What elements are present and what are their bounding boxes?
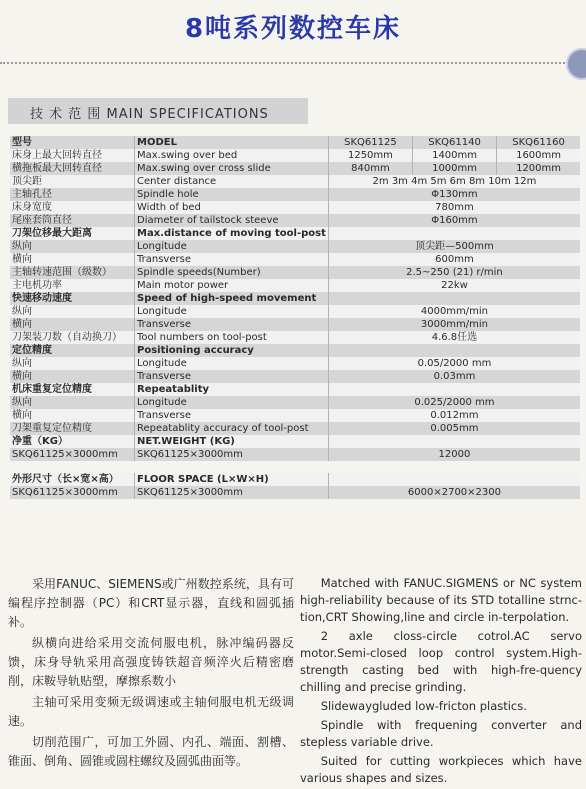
- spec-row: [10, 305, 580, 318]
- spacer-cell: [10, 461, 580, 473]
- spec-value: [328, 383, 580, 396]
- spec-label-cn: 横向: [10, 253, 135, 266]
- spec-label-en: SKQ61125×3000mm: [135, 486, 329, 499]
- spec-label-en: Center distance: [135, 175, 329, 188]
- description-paragraph: Spindle with frequening converter and stepless variable drive.: [300, 718, 582, 749]
- spec-label-en: Repeatablity accuracy of tool-post: [135, 422, 329, 435]
- description-paragraph: Slidewaygluded low-fricton plastics.: [320, 699, 527, 713]
- spec-value: [328, 227, 580, 240]
- spec-label-en: Positioning accuracy: [135, 344, 329, 357]
- spec-label-en: FLOOR SPACE (L×W×H): [135, 473, 329, 486]
- spec-value: 3000mm/min: [328, 318, 580, 331]
- description-paragraph: Suited for cutting workpieces which have various shapes and sizes.: [300, 754, 582, 785]
- spec-value: SKQ61160: [497, 136, 580, 149]
- spec-value: [328, 435, 580, 448]
- spec-label-cn: 纵向: [10, 305, 135, 318]
- spec-value: 600mm: [328, 253, 580, 266]
- page-title: 8吨系列数控车床: [184, 14, 402, 44]
- spec-row: [10, 486, 580, 499]
- description-paragraph: 切削范围广，可加工外圆、内孔、端面、割槽、锥面、倒角、圆锥或圆柱螺纹及圆弧曲面等。: [8, 735, 294, 768]
- spec-label-en: Speed of high-speed movement: [135, 292, 329, 305]
- spec-value: 2.5~250 (21) r/min: [328, 266, 580, 279]
- spec-value: [328, 473, 580, 486]
- spec-row: [10, 292, 580, 305]
- spec-label-cn: 顶尖距: [10, 175, 135, 188]
- spec-label-cn: 主轴孔径: [10, 188, 135, 201]
- spec-label-cn: 定位精度: [10, 344, 135, 357]
- spec-row: [10, 370, 580, 383]
- spec-label-en: Max.swing over bed: [135, 149, 329, 162]
- spec-label-cn: SKQ61125×3000mm: [10, 486, 135, 499]
- spec-label-cn: 纵向: [10, 396, 135, 409]
- spec-label-en: Max.distance of moving tool-post: [135, 227, 329, 240]
- spec-row: [10, 383, 580, 396]
- spec-row: [10, 448, 580, 461]
- spec-row: [10, 201, 580, 214]
- spec-row: [10, 188, 580, 201]
- spec-value: 6000×2700×2300: [328, 486, 580, 499]
- spec-label-cn: 横向: [10, 409, 135, 422]
- spec-row: [10, 331, 580, 344]
- spec-label-en: Main motor power: [135, 279, 329, 292]
- spec-value: 顶尖距—500mm: [328, 240, 580, 253]
- description-paragraph: 采用FANUC、SIEMENS或广州数控系统，具有可编程序控制器（PC）和CRT显示器，直线和圆弧插补。: [8, 577, 294, 629]
- spec-value: SKQ61140: [413, 136, 497, 149]
- spec-row: [10, 396, 580, 409]
- spec-value: [328, 344, 580, 357]
- spec-label-en: Longitude: [135, 305, 329, 318]
- spec-label-en: Width of bed: [135, 201, 329, 214]
- spec-label-en: Transverse: [135, 253, 329, 266]
- spec-label-en: Longitude: [135, 240, 329, 253]
- spec-label-en: Transverse: [135, 318, 329, 331]
- spec-label-cn: 床身宽度: [10, 201, 135, 214]
- spec-row: [10, 279, 580, 292]
- spec-label-cn: 外形尺寸（长×宽×高）: [10, 473, 135, 486]
- spec-label-cn: 刀架位移最大距离: [10, 227, 135, 240]
- spec-label-cn: 型号: [10, 136, 135, 149]
- spec-row: [10, 253, 580, 266]
- spec-label-en: Longitude: [135, 357, 329, 370]
- spec-label-en: Transverse: [135, 370, 329, 383]
- spec-label-en: Tool numbers on tool-post: [135, 331, 329, 344]
- spec-row: [10, 240, 580, 253]
- spec-label-cn: SKQ61125×3000mm: [10, 448, 135, 461]
- spec-label-en: MODEL: [135, 136, 329, 149]
- spec-label-en: Repeatablity: [135, 383, 329, 396]
- section-header: [8, 98, 308, 124]
- spec-value: 12000: [328, 448, 580, 461]
- page-marker-circle: [566, 48, 586, 80]
- spec-value: 0.025/2000 mm: [328, 396, 580, 409]
- spec-value: 0.005mm: [328, 422, 580, 435]
- spec-row: [10, 435, 580, 448]
- section-title: 技 术 范 围 MAIN SPECIFICATIONS: [30, 107, 269, 122]
- spec-value: 2m 3m 4m 5m 6m 8m 10m 12m: [328, 175, 580, 188]
- spec-row: [10, 227, 580, 240]
- spec-label-cn: 床身上最大回转直径: [10, 149, 135, 162]
- description-english: [300, 575, 582, 789]
- description-paragraph: 2 axle closs-circle cotrol.AC servo motor.Semi-closed loop control system.High-strength casting bed with high-fre-quency chilling and precise grinding.: [300, 629, 582, 694]
- spec-row: [10, 473, 580, 486]
- spec-value: 0.03mm: [328, 370, 580, 383]
- spec-label-en: Longitude: [135, 396, 329, 409]
- spec-value: 1250mm: [328, 149, 412, 162]
- spec-label-en: Spindle speeds(Number): [135, 266, 329, 279]
- spec-row: [10, 357, 580, 370]
- spec-row: [10, 214, 580, 227]
- description-chinese: [8, 575, 294, 773]
- spec-label-cn: 主电机功率: [10, 279, 135, 292]
- spec-label-cn: 纵向: [10, 240, 135, 253]
- spec-row: [10, 318, 580, 331]
- spec-row: [10, 344, 580, 357]
- spec-row: [10, 149, 580, 162]
- spec-value: 4000mm/min: [328, 305, 580, 318]
- spec-label-cn: 刀架装刀数（自动换刀）: [10, 331, 135, 344]
- spec-label-cn: 主轴转速范围（级数）: [10, 266, 135, 279]
- spec-value: 1000mm: [413, 162, 497, 175]
- spec-value: 4.6.8任选: [328, 331, 580, 344]
- spec-label-cn: 净重（KG）: [10, 435, 135, 448]
- spec-value: [328, 292, 580, 305]
- spec-value: Φ130mm: [328, 188, 580, 201]
- spec-label-en: Max.swing over cross slide: [135, 162, 329, 175]
- spec-label-cn: 尾座套筒直径: [10, 214, 135, 227]
- spec-label-en: Transverse: [135, 409, 329, 422]
- spec-value: 22kw: [328, 279, 580, 292]
- spec-value: 0.05/2000 mm: [328, 357, 580, 370]
- spec-row: [10, 162, 580, 175]
- description-paragraph: 主轴可采用变频无级调速或主轴伺服电机无级调速。: [8, 695, 294, 728]
- spec-label-cn: 横拖板最大回转直径: [10, 162, 135, 175]
- spec-label-cn: 横向: [10, 318, 135, 331]
- spec-value: SKQ61125: [328, 136, 412, 149]
- spec-value: 780mm: [328, 201, 580, 214]
- spec-label-en: Diameter of tailstock steeve: [135, 214, 329, 227]
- spec-label-cn: 刀架重复定位精度: [10, 422, 135, 435]
- spec-row: [10, 136, 580, 149]
- spec-label-cn: 机床重复定位精度: [10, 383, 135, 396]
- spec-value: 840mm: [328, 162, 412, 175]
- spec-table: [10, 136, 580, 499]
- spec-label-cn: 纵向: [10, 357, 135, 370]
- spec-label-cn: 快速移动速度: [10, 292, 135, 305]
- spec-row: [10, 461, 580, 473]
- spec-row: [10, 422, 580, 435]
- spec-row: [10, 266, 580, 279]
- spec-label-cn: 横向: [10, 370, 135, 383]
- spec-label-en: Spindle hole: [135, 188, 329, 201]
- spec-value: 0.012mm: [328, 409, 580, 422]
- spec-value: Φ160mm: [328, 214, 580, 227]
- description-paragraph: Matched with FANUC.SIGMENS or NC system high-reliability because of its STD totalline strnc-tion,CRT Showing,line and circle in-terpolation.: [300, 576, 582, 624]
- spec-row: [10, 175, 580, 188]
- spec-row: [10, 409, 580, 422]
- spec-label-en: SKQ61125×3000mm: [135, 448, 329, 461]
- dotted-divider: [0, 62, 572, 64]
- spec-label-en: NET.WEIGHT (KG): [135, 435, 329, 448]
- spec-value: 1400mm: [413, 149, 497, 162]
- spec-value: 1600mm: [497, 149, 580, 162]
- description-paragraph: 纵横向进给采用交流伺服电机，脉冲编码器反馈，床身导轨采用高强度铸铁超音频淬火后精密磨削，床鞍导轨贴塑，摩擦系数小: [8, 636, 294, 688]
- spec-value: 1200mm: [497, 162, 580, 175]
